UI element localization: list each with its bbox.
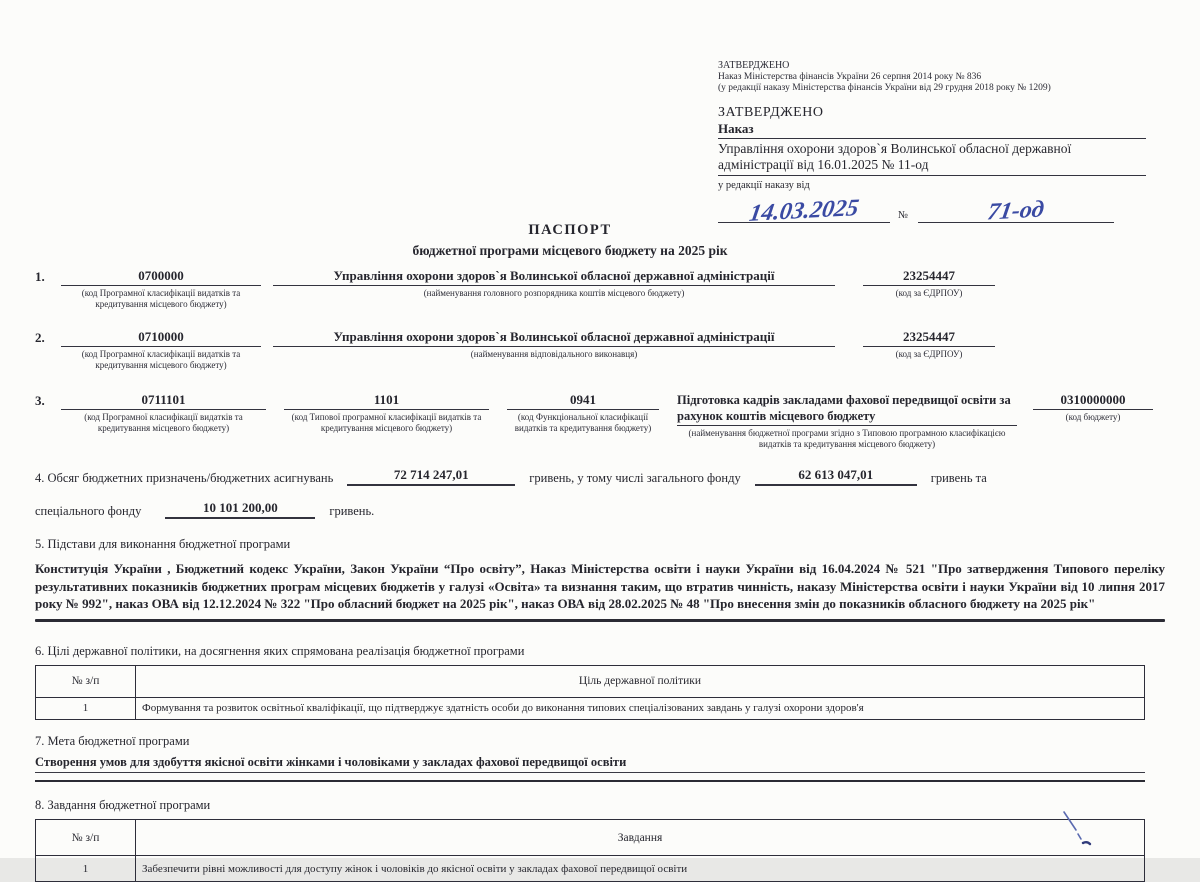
item4-line1 — [35, 467, 1165, 486]
document-body — [35, 268, 1165, 882]
row3-functional-code-caption: (код Функціональної класифікації видатків та кредитування бюджету) — [514, 412, 652, 433]
title-line1: ПАСПОРТ — [528, 222, 612, 238]
ministry-order-line: Наказ Міністерства фінансів України 26 серпня 2014 року № 836 — [718, 71, 982, 82]
item5-body: Конституція України , Бюджетний кодекс України, Закон України “Про освіту”, Наказ Міністерства освіти і науки України від 16.04.2024 № 521 "Про затвердження Типового переліку результативних показників бюджетних програм місцевих бюджетів у галузі «Освіта» та визнання таким, що втратив чинність, наказу Міністерства освіти і науки України від 10 липня 2017 року № 992", наказ ОВА від 12.12.2024 № 322 "Про обласний бюджет на 2025 рік", наказ ОВА від 28.02.2025 № 48 "Про внесення змін до показників обласного бюджету на 2025 рік" — [35, 561, 1165, 611]
item6-header-row — [36, 665, 1145, 697]
order-org-line1: Управління охорони здоров`я Волинської обласної державної — [718, 140, 1072, 156]
row2-program-code: 0710000 — [61, 329, 261, 347]
item6-col-num-header: № з/п — [36, 665, 136, 697]
row3-budget-code: 0310000000 — [1033, 392, 1153, 410]
row1-edrpou-field — [863, 268, 995, 299]
row3-number: 3. — [35, 393, 45, 408]
row2-executor-name: Управління охорони здоров`я Волинської обласної державної адміністрації — [273, 329, 835, 347]
row2-edrpou-field — [863, 329, 995, 360]
table-row — [36, 856, 1145, 882]
item7-divider — [35, 780, 1145, 783]
item6-row1-num: 1 — [36, 697, 136, 719]
approval-block — [718, 60, 1146, 227]
row3-program-code: 0711101 — [61, 392, 266, 410]
item4-amount-total: 72 714 247,01 — [347, 467, 515, 486]
table-row — [36, 697, 1145, 719]
item4-amount-special-fund: 10 101 200,00 — [165, 500, 315, 519]
approved-small-label: ЗАТВЕРДЖЕНО — [718, 60, 790, 71]
item4-amount-general-fund: 62 613 047,01 — [755, 467, 917, 486]
row3-program-code-caption: (код Програмної класифікації видатків та кредитування місцевого бюджету) — [84, 412, 243, 433]
item4-mid: гривень, у тому числі загального фонду — [529, 471, 741, 485]
row2-program-code-caption: (код Програмної класифікації видатків та кредитування місцевого бюджету) — [81, 349, 241, 370]
item4-lead: 4. Обсяг бюджетних призначень/бюджетних асигнувань — [35, 471, 334, 485]
item4-budget-volume — [35, 467, 1165, 519]
row3-program-name: Підготовка кадрів закладами фахової передвищої освіти за рахунок коштів місцевого бюджету — [677, 392, 1017, 426]
handwritten-row — [718, 193, 1146, 227]
item4-special-fund-label: спеціального фонду — [35, 504, 142, 518]
item8-heading: 8. Завдання бюджетної програми — [35, 798, 211, 813]
handwritten-date: 14.03.2025 — [747, 194, 861, 227]
item5-heading: 5. Підстави для виконання бюджетної програми — [35, 537, 291, 551]
row2-edrpou-code: 23254447 — [863, 329, 995, 347]
handwritten-date-line — [718, 194, 890, 227]
item7-goal-text: Створення умов для здобуття якісної освіти жінками і чоловіками у закладах фахової передвищої освіти — [35, 755, 1145, 773]
handwritten-number-line — [918, 196, 1114, 225]
item5-divider — [35, 619, 1165, 622]
row1-manager-name: Управління охорони здоров`я Волинської обласної державної адміністрації — [273, 268, 835, 286]
row1-manager-name-caption: (найменування головного розпорядника коштів місцевого бюджету) — [423, 288, 685, 298]
item6-policy-goals — [35, 644, 1165, 720]
item8-col-num-header: № з/п — [36, 820, 136, 856]
row2-program-code-field — [61, 329, 261, 370]
row2-executor-name-field — [273, 329, 835, 360]
row2-number: 2. — [35, 330, 45, 345]
handwritten-number: 71-од — [985, 196, 1047, 225]
item4-tail2: гривень. — [329, 504, 375, 518]
item4-line2 — [35, 500, 1165, 519]
item6-col-goal-header: Ціль державної політики — [136, 665, 1145, 697]
row2-executor-name-caption: (найменування відповідального виконавця) — [470, 349, 638, 359]
item6-row1-goal: Формування та розвиток освітньої кваліфікації, що підтверджує здатність особи до виконання типових спеціалізованих завдань у галузі охорони здоров'я — [136, 697, 1145, 719]
item6-goals-table — [35, 665, 1145, 720]
title-line2: бюджетної програми місцевого бюджету на 2025 рік — [412, 243, 728, 258]
order-org-line2: адміністрації від 16.01.2025 № 11-од — [718, 157, 1146, 176]
item8-program-tasks — [35, 798, 1165, 882]
ministry-edition-line: (у редакції наказу Міністерства фінансів України від 29 грудня 2018 року № 1209) — [718, 83, 1051, 93]
row1-number: 1. — [35, 269, 45, 284]
row2-edrpou-caption: (код за ЄДРПОУ) — [895, 349, 963, 359]
ink-mark — [1058, 808, 1104, 852]
row1-manager-name-field — [273, 268, 835, 299]
row1-program-code: 0700000 — [61, 268, 261, 286]
row-1-main-manager — [35, 268, 1165, 309]
row1-edrpou-code: 23254447 — [863, 268, 995, 286]
row3-program-code-field — [61, 392, 266, 433]
edition-label: у редакції наказу від — [718, 179, 810, 191]
item8-header-row — [36, 820, 1145, 856]
row3-functional-code-field — [507, 392, 659, 433]
item4-tail1: гривень та — [930, 471, 987, 485]
row3-budget-code-caption: (код бюджету) — [1065, 412, 1121, 422]
row3-budget-code-field — [1033, 392, 1153, 423]
row3-program-name-field — [677, 392, 1017, 449]
document-title — [35, 222, 1105, 259]
row3-typical-code-field — [284, 392, 489, 433]
item8-col-task-header: Завдання — [136, 820, 1145, 856]
item6-heading: 6. Цілі державної політики, на досягнення яких спрямована реалізація бюджетної програми — [35, 643, 525, 658]
row1-program-code-field — [61, 268, 261, 309]
row3-functional-code: 0941 — [507, 392, 659, 410]
row1-program-code-caption: (код Програмної класифікації видатків та кредитування місцевого бюджету) — [81, 288, 241, 309]
row3-typical-code-caption: (код Типової програмної класифікації видатків та кредитування місцевого бюджету) — [291, 412, 482, 433]
row3-typical-code: 1101 — [284, 392, 489, 410]
row-3-program-codes — [35, 392, 1165, 449]
row1-edrpou-caption: (код за ЄДРПОУ) — [895, 288, 963, 298]
item7-heading: 7. Мета бюджетної програми — [35, 733, 190, 748]
item8-row1-task: Забезпечити рівні можливості для доступу жінок і чоловіків до якісної освіти у закладах фахової передвищої освіти — [136, 856, 1145, 882]
approval-ministry — [718, 60, 1146, 95]
order-label: Наказ — [718, 121, 1146, 139]
approved-label: ЗАТВЕРДЖЕНО — [718, 104, 824, 120]
row-2-responsible-executor — [35, 329, 1165, 370]
item5-legal-basis — [35, 537, 1165, 622]
item8-row1-num: 1 — [36, 856, 136, 882]
number-sign: № — [898, 209, 909, 221]
item7-program-goal — [35, 734, 1165, 783]
row3-program-name-caption: (найменування бюджетної програми згідно з Типовою програмною класифікацією видатків та кредитування місцевого бюджету) — [688, 428, 1006, 449]
item8-tasks-table — [35, 819, 1145, 882]
